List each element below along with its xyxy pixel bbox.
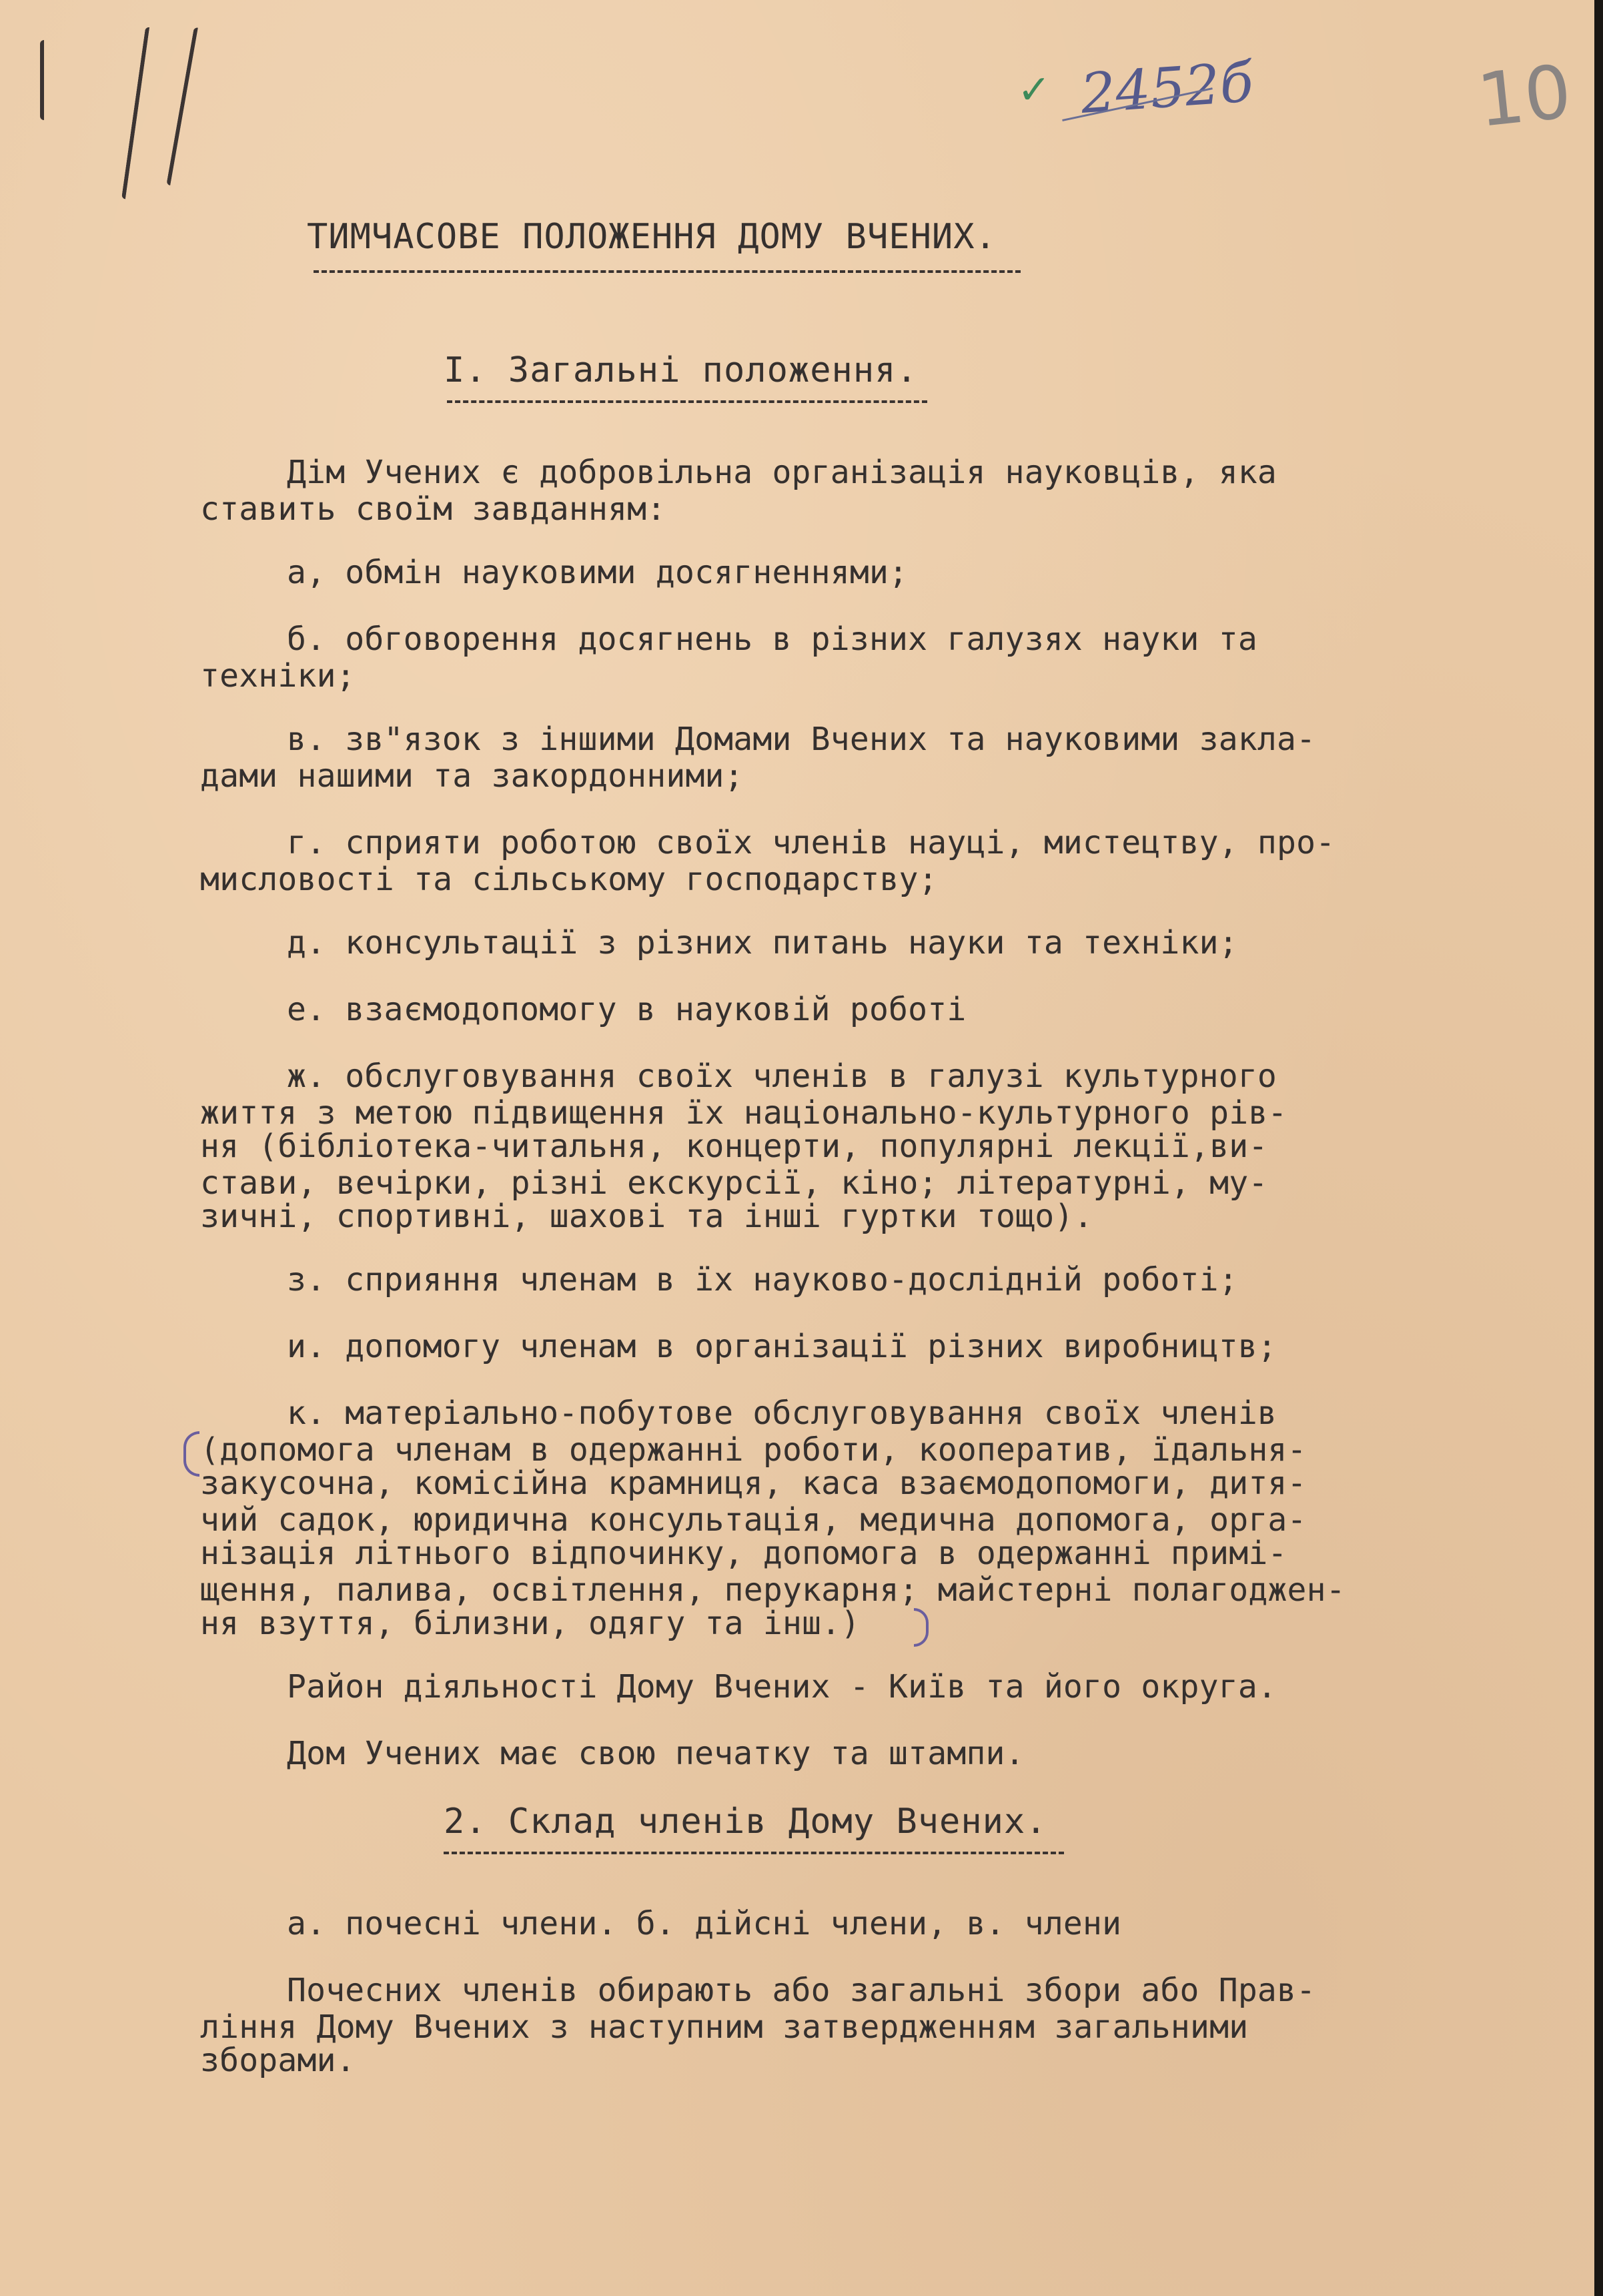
list-item-k: (допомога членам в одержанні роботи, кооператив, їдальня- xyxy=(200,1431,1307,1469)
list-item-zh: зичні, спортивні, шахові та інші гуртки тощо). xyxy=(200,1198,1093,1235)
check-mark-icon: ✓ xyxy=(1017,67,1051,113)
list-item-a: а, обмін науковими досягненнями; xyxy=(287,554,909,591)
title-underline xyxy=(314,270,1021,273)
list-item-zh: стави, вечірки, різні екскурсії, кіно; літературні, му- xyxy=(200,1164,1268,1202)
ink-document-number: 2452б xyxy=(1079,51,1255,126)
document-title: ТИМЧАСОВЕ ПОЛОЖЕННЯ ДОМУ ВЧЕНИХ. xyxy=(307,217,997,257)
list-item-z: з. сприяння членам в їх науково-дослідній роботі; xyxy=(287,1261,1238,1298)
pencil-mark xyxy=(40,40,51,120)
list-item-e: е. взаємодопомогу в науковій роботі xyxy=(287,991,967,1028)
list-item-k: ня взуття, білизни, одягу та інш.) xyxy=(200,1605,861,1642)
list-item-d: д. консультації з різних питань науки та техніки; xyxy=(287,924,1238,962)
archive-page-number: 10 xyxy=(1473,49,1576,143)
ink-bracket xyxy=(183,1431,199,1477)
section-heading: 2. Склад членів Дому Вчених. xyxy=(444,1802,1047,1842)
list-item-g: г. сприяти роботою своїх членів науці, мистецтву, про- xyxy=(287,824,1335,861)
section-heading-underline xyxy=(447,400,927,403)
list-item-v: дами нашими та закордонними; xyxy=(200,757,744,795)
pencil-mark xyxy=(121,27,156,200)
list-item-v: в. зв"язок з іншими Домами Вчених та науковими закла- xyxy=(287,721,1316,758)
list-item-zh: ж. обслуговування своїх членів в галузі культурного xyxy=(287,1058,1277,1095)
list-item-b: б. обговорення досягнень в різних галузях науки та xyxy=(287,621,1257,658)
list-item-k: чий садок, юридична консультація, медична допомога, орга- xyxy=(200,1501,1307,1539)
district-line: Район діяльності Дому Вчених - Київ та його округа. xyxy=(287,1668,1277,1705)
list-item-b: техніки; xyxy=(200,657,356,695)
intro-line: Дім Учених є добровільна організація науковців, яка xyxy=(287,454,1277,491)
section-heading-underline xyxy=(444,1852,1064,1854)
seal-line: Дом Учених має свою печатку та штампи. xyxy=(287,1735,1025,1772)
honorary-line: ління Дому Вчених з наступним затвердженням загальними xyxy=(200,2008,1249,2046)
page-edge xyxy=(1594,0,1603,2296)
intro-line: ставить своїм завданням: xyxy=(200,490,666,528)
honorary-line: зборами. xyxy=(200,2042,356,2079)
list-item-k: нізація літнього відпочинку, допомога в одержанні примі- xyxy=(200,1535,1287,1572)
list-item-k: к. матеріально-побутове обслуговування своїх членів xyxy=(287,1395,1277,1432)
member-types-line: а. почесні члени. б. дійсні члени, в. члени xyxy=(287,1905,1122,1942)
list-item-g: мисловості та сільському господарству; xyxy=(200,861,938,898)
pencil-mark xyxy=(166,27,203,187)
section-heading: I. Загальні положення. xyxy=(444,350,918,390)
honorary-line: Почесних членів обирають або загальні збори або Прав- xyxy=(287,1972,1316,2009)
list-item-k: закусочна, комісійна крамниця, каса взаємодопомоги, дитя- xyxy=(200,1465,1307,1502)
list-item-zh: ня (бібліотека-читальня, концерти, популярні лекції,ви- xyxy=(200,1128,1268,1165)
list-item-y: и. допомогу членам в організації різних виробництв; xyxy=(287,1328,1277,1365)
list-item-k: щення, палива, освітлення, перукарня; майстерні полагоджен- xyxy=(200,1571,1346,1609)
list-item-zh: життя з метою підвищення їх національно-культурного рів- xyxy=(200,1094,1287,1132)
